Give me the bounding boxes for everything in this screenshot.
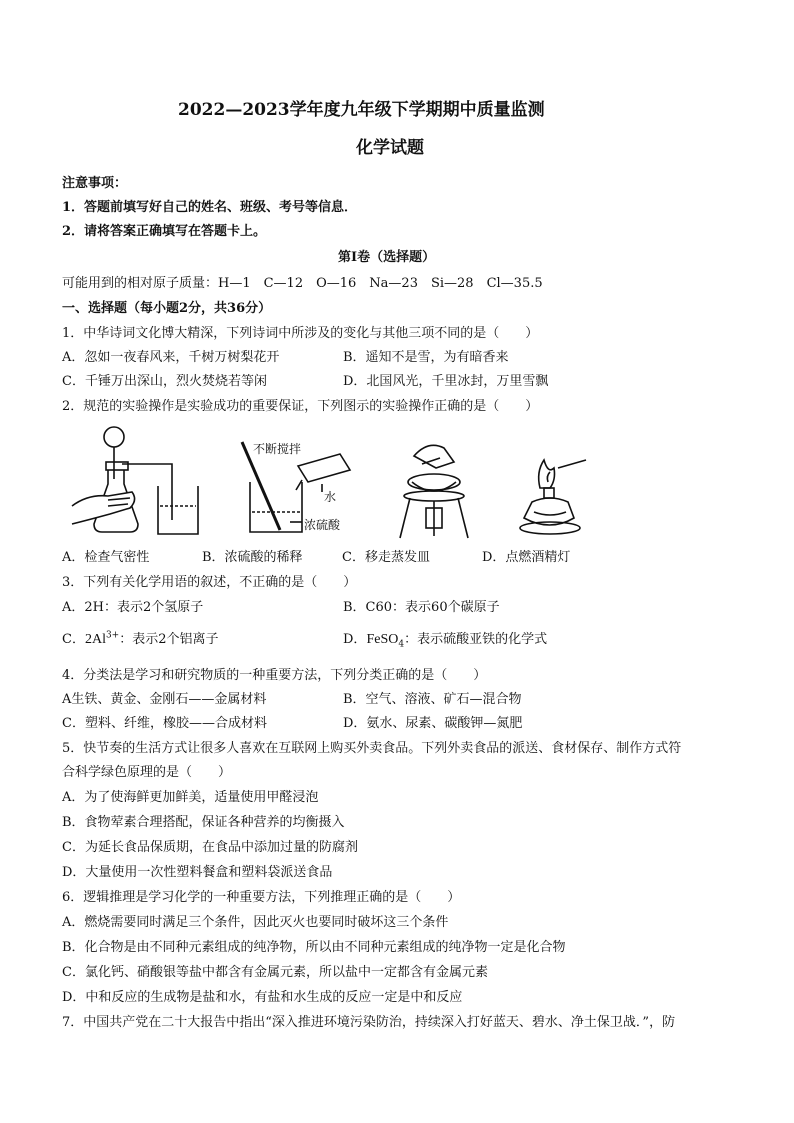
q1-option-c: C．千锤万出深山，烈火焚烧若等闲: [62, 374, 267, 389]
q5-option-c: C．为延长食品保质期，在食品中添加过量的防腐剂: [62, 840, 358, 855]
q4-option-c: C．塑料、纤维，橡胶——合成材料: [62, 716, 267, 731]
q3-option-d: D．FeSO$_4$：表示硫酸亚铁的化学式: [343, 632, 548, 650]
q2-option-d: D．点燃酒精灯: [482, 550, 571, 565]
notice-heading: 注意事项：: [62, 176, 128, 191]
q2-option-a: A．检查气密性: [62, 550, 150, 565]
q5-option-b: B．食物荤素合理搭配，保证各种营养的均衡摄入: [62, 815, 345, 830]
q5-option-d: D．大量使用一次性塑料餐盒和塑料袋派送食品: [62, 865, 333, 880]
page-title: 2022—2023学年度九年级下学期期中质量监测: [178, 100, 545, 120]
figure-evaporating-dish: [394, 438, 474, 540]
q6-option-c: C．氯化钙、硝酸银等盐中都含有金属元素，所以盐中一定都含有金属元素: [62, 965, 488, 980]
q5-option-a: A．为了使海鲜更加鲜美，适量使用甲醛浸泡: [62, 790, 319, 805]
q6-option-d: D．中和反应的生成物是盐和水，有盐和水生成的反应一定是中和反应: [62, 990, 463, 1005]
section-heading: 一、选择题（每小题2分，共36分）: [62, 301, 272, 316]
q6-option-a: A．燃烧需要同时满足三个条件，因此灭火也要同时破坏这三个条件: [62, 915, 449, 930]
q2-option-c: C．移走蒸发皿: [342, 550, 430, 565]
figure-label-stir: 不断搅拌: [253, 442, 302, 456]
q4-stem: 4．分类法是学习和研究物质的一种重要方法，下列分类正确的是（ ）: [62, 668, 487, 683]
figure-airtightness-check: [68, 424, 208, 542]
q6-stem: 6．逻辑推理是学习化学的一种重要方法，下列推理正确的是（ ）: [62, 890, 461, 905]
q3-stem: 3．下列有关化学用语的叙述，不正确的是（ ）: [62, 575, 357, 590]
notice-item-2: 2．请将答案正确填写在答题卡上。: [62, 224, 267, 239]
q5-stem-line-2: 合科学绿色原理的是（ ）: [62, 765, 232, 780]
q4-option-a: A生铁、黄金、金刚石——金属材料: [62, 692, 267, 707]
q3-option-b: B．C60：表示60个碳原子: [343, 600, 500, 615]
q3-option-c: C．$2Al^{3+}$：表示2个铝离子: [62, 630, 219, 647]
notice-item-1: 1．答题前填写好自己的姓名、班级、考号等信息．: [62, 200, 358, 215]
part-title: 第I卷（选择题）: [338, 250, 436, 265]
figure-label-water: 水: [324, 490, 337, 504]
q1-stem: 1．中华诗词文化博大精深，下列诗词中所涉及的变化与其他三项不同的是（ ）: [62, 326, 539, 341]
q6-option-b: B．化合物是由不同种元素组成的纯净物，所以由不同种元素组成的纯净物一定是化合物: [62, 940, 566, 955]
q2-stem: 2．规范的实验操作是实验成功的重要保证，下列图示的实验操作正确的是（ ）: [62, 399, 539, 414]
q5-stem-line-1: 5．快节奏的生活方式让很多人喜欢在互联网上购买外卖食品。下列外卖食品的派送、食材保存、制作方式符: [62, 741, 682, 756]
q1-option-a: A．忽如一夜春风来，千树万树梨花开: [62, 350, 280, 365]
q3-option-a: A．2H：表示2个氢原子: [62, 600, 204, 615]
q4-option-b: B．空气、溶液、矿石—混合物: [343, 692, 522, 707]
q7-stem: 7．中国共产党在二十大报告中指出“深入推进环境污染防治，持续深入打好蓝天、碧水、净土保卫战．”，防: [62, 1015, 676, 1030]
atomic-masses: 可能用到的相对原子质量：H—1 C—12 O—16 Na—23 Si—28 Cl—35.5: [62, 276, 543, 291]
q4-option-d: D．氨水、尿素、碳酸钾—氮肥: [343, 716, 523, 731]
q1-option-b: B．遥知不是雪，为有暗香来: [343, 350, 509, 365]
page-subtitle: 化学试题: [356, 138, 424, 158]
q2-option-b: B．浓硫酸的稀释: [202, 550, 303, 565]
figure-alcohol-lamp: [510, 458, 590, 540]
q1-option-d: D．北国风光，千里冰封，万里雪飘: [343, 374, 549, 389]
figure-label-acid: 浓硫酸: [304, 518, 341, 532]
